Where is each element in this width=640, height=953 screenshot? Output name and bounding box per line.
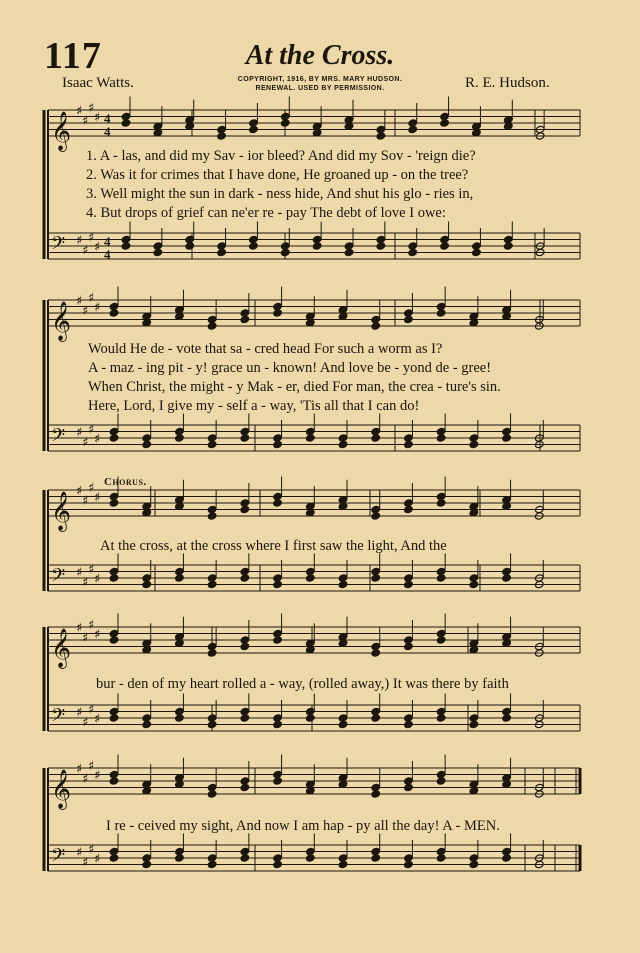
quarter-note [371, 714, 381, 722]
hymn-number: 117 [44, 35, 102, 77]
quarter-note [109, 574, 119, 582]
verse-lyric-line: Would He de - vote that sa - cred head For such a worm as I? [88, 341, 443, 357]
sharp-icon: ♯ [94, 572, 101, 587]
quarter-note [207, 649, 217, 657]
sharp-icon: ♯ [76, 233, 83, 249]
quarter-note [306, 854, 316, 862]
quarter-note [142, 860, 152, 868]
quarter-note [338, 860, 348, 868]
quarter-note [404, 783, 414, 791]
quarter-note [207, 720, 217, 728]
sharp-icon: ♯ [82, 493, 89, 509]
quarter-note [109, 854, 119, 862]
treble-clef-icon: 𝄞 [51, 111, 72, 151]
treble-clef-icon: 𝄞 [51, 301, 72, 341]
quarter-note [240, 714, 250, 722]
quarter-note [109, 777, 119, 785]
bass-clef-icon: 𝄢 [51, 845, 66, 871]
verse-lyric-line: A - maz - ing pit - y! grace un - known! And love be - yond de - gree! [88, 360, 492, 376]
quarter-note [249, 242, 259, 250]
sharp-icon: ♯ [76, 425, 83, 441]
verse-lyric-line: 3. Well might the sun in dark - ness hide, And shut his glo - ries in, [86, 186, 474, 202]
sharp-icon: ♯ [88, 290, 95, 306]
quarter-note [273, 309, 283, 317]
sharp-icon: ♯ [76, 484, 83, 499]
sharp-icon: ♯ [76, 565, 83, 581]
quarter-note [109, 499, 119, 507]
quarter-note [207, 440, 217, 448]
sharp-icon: ♯ [76, 104, 83, 119]
quarter-note [240, 315, 250, 323]
quarter-note [273, 440, 283, 448]
quarter-note [109, 309, 119, 317]
quarter-note [376, 132, 386, 140]
quarter-note [504, 242, 514, 250]
quarter-note [338, 580, 348, 588]
quarter-note [436, 636, 446, 644]
sharp-icon: ♯ [94, 240, 101, 255]
chorus-lyric-line: I re - ceived my sight, And now I am hap - py all the day! A - MEN. [106, 818, 500, 834]
quarter-note [273, 860, 283, 868]
quarter-note [142, 440, 152, 448]
sharp-icon: ♯ [76, 762, 83, 777]
time-signature: 4 [104, 247, 111, 262]
quarter-note [436, 434, 446, 442]
bass-clef-icon: 𝄢 [51, 425, 66, 451]
chorus-lyric-line: bur - den of my heart rolled a - way, (rolled away,) It was there by faith [96, 676, 509, 692]
quarter-note [404, 440, 414, 448]
quarter-note [404, 505, 414, 513]
quarter-note [440, 119, 450, 127]
sharp-icon: ♯ [82, 630, 89, 646]
quarter-note [273, 499, 283, 507]
sharp-icon: ♯ [94, 712, 101, 727]
quarter-note [217, 248, 227, 256]
quarter-note [338, 720, 348, 728]
quarter-note [371, 574, 381, 582]
quarter-note [273, 777, 283, 785]
sharp-icon: ♯ [76, 294, 83, 309]
sharp-icon: ♯ [88, 100, 95, 116]
quarter-note [240, 434, 250, 442]
quarter-note [273, 720, 283, 728]
quarter-note [142, 580, 152, 588]
quarter-note [240, 505, 250, 513]
time-signature: 4 [104, 124, 111, 139]
sharp-icon: ♯ [94, 300, 101, 316]
quarter-note [404, 642, 414, 650]
quarter-note [207, 322, 217, 330]
quarter-note [306, 434, 316, 442]
quarter-note [306, 714, 316, 722]
bass-clef-icon: 𝄢 [51, 705, 66, 731]
quarter-note [469, 440, 479, 448]
sharp-icon: ♯ [94, 432, 101, 447]
quarter-note [207, 790, 217, 798]
time-signature: 4 [104, 234, 111, 249]
quarter-note [207, 580, 217, 588]
quarter-note [207, 860, 217, 868]
quarter-note [109, 636, 119, 644]
quarter-note [281, 248, 291, 256]
sharp-icon: ♯ [88, 230, 95, 246]
quarter-note [273, 636, 283, 644]
chorus-label: Chorus. [104, 476, 147, 488]
quarter-note [502, 714, 512, 722]
sharp-icon: ♯ [82, 855, 89, 871]
sharp-icon: ♯ [76, 705, 83, 721]
sharp-icon: ♯ [82, 435, 89, 451]
sharp-icon: ♯ [94, 768, 101, 784]
composer-credit: R. E. Hudson. [465, 75, 550, 91]
sharp-icon: ♯ [82, 715, 89, 731]
quarter-note [175, 854, 185, 862]
quarter-note [376, 242, 386, 250]
quarter-note [371, 434, 381, 442]
copyright-line: RENEWAL. USED BY PERMISSION. [255, 85, 385, 92]
quarter-note [371, 854, 381, 862]
quarter-note [175, 714, 185, 722]
quarter-note [142, 720, 152, 728]
quarter-note [240, 642, 250, 650]
quarter-note [371, 512, 381, 520]
quarter-note [436, 574, 446, 582]
sharp-icon: ♯ [76, 845, 83, 861]
bass-clef-icon: 𝄢 [51, 233, 66, 259]
verse-lyric-line: 4. But drops of grief can ne'er re - pay The debt of love I owe: [86, 205, 446, 221]
quarter-note [371, 649, 381, 657]
sharp-icon: ♯ [88, 842, 95, 858]
quarter-note [240, 574, 250, 582]
bass-clef-icon: 𝄢 [51, 565, 66, 591]
author-credit: Isaac Watts. [62, 75, 134, 91]
sharp-icon: ♯ [88, 617, 95, 633]
sharp-icon: ♯ [88, 702, 95, 718]
hymn-title: At the Cross. [245, 40, 395, 71]
quarter-note [469, 860, 479, 868]
quarter-note [121, 242, 131, 250]
sharp-icon: ♯ [82, 303, 89, 319]
quarter-note [371, 322, 381, 330]
quarter-note [502, 574, 512, 582]
verse-lyric-line: 2. Was it for crimes that I have done, He groaned up - on the tree? [86, 167, 469, 183]
sharp-icon: ♯ [88, 758, 95, 774]
quarter-note [408, 248, 418, 256]
treble-clef-icon: 𝄞 [51, 769, 72, 809]
sharp-icon: ♯ [82, 243, 89, 259]
quarter-note [469, 720, 479, 728]
quarter-note [371, 790, 381, 798]
quarter-note [217, 132, 227, 140]
quarter-note [436, 777, 446, 785]
quarter-note [153, 248, 163, 256]
quarter-note [273, 580, 283, 588]
quarter-note [207, 512, 217, 520]
sharp-icon: ♯ [82, 113, 89, 129]
sharp-icon: ♯ [88, 422, 95, 438]
sharp-icon: ♯ [88, 480, 95, 496]
quarter-note [306, 574, 316, 582]
quarter-note [175, 574, 185, 582]
quarter-note [408, 125, 418, 133]
sharp-icon: ♯ [94, 852, 101, 867]
quarter-note [240, 854, 250, 862]
sharp-icon: ♯ [94, 110, 101, 126]
quarter-note [240, 783, 250, 791]
quarter-note [472, 248, 482, 256]
sharp-icon: ♯ [82, 771, 89, 787]
sharp-icon: ♯ [76, 621, 83, 636]
quarter-note [312, 242, 322, 250]
chorus-lyric-line: At the cross, at the cross where I first saw the light, And the [100, 538, 447, 554]
quarter-note [440, 242, 450, 250]
quarter-note [344, 248, 354, 256]
quarter-note [436, 499, 446, 507]
verse-lyric-line: When Christ, the might - y Mak - er, died For man, the crea - ture's sin. [88, 379, 501, 395]
quarter-note [281, 119, 291, 127]
quarter-note [249, 125, 259, 133]
quarter-note [404, 315, 414, 323]
time-signature: 4 [104, 111, 111, 126]
verse-lyric-line: 1. A - las, and did my Sav - ior bleed? And did my Sov - 'reign die? [86, 148, 476, 164]
sharp-icon: ♯ [82, 575, 89, 591]
quarter-note [109, 434, 119, 442]
quarter-note [502, 434, 512, 442]
quarter-note [175, 434, 185, 442]
sharp-icon: ♯ [88, 562, 95, 578]
quarter-note [185, 242, 195, 250]
quarter-note [469, 580, 479, 588]
quarter-note [404, 860, 414, 868]
quarter-note [338, 440, 348, 448]
treble-clef-icon: 𝄞 [51, 628, 72, 668]
quarter-note [502, 854, 512, 862]
quarter-note [109, 714, 119, 722]
treble-clef-icon: 𝄞 [51, 491, 72, 531]
quarter-note [404, 720, 414, 728]
quarter-note [404, 580, 414, 588]
quarter-note [436, 714, 446, 722]
copyright-line: COPYRIGHT, 1916, BY MRS. MARY HUDSON. [237, 76, 403, 83]
quarter-note [436, 309, 446, 317]
quarter-note [121, 119, 131, 127]
quarter-note [436, 854, 446, 862]
sharp-icon: ♯ [94, 627, 101, 643]
sharp-icon: ♯ [94, 490, 101, 506]
verse-lyric-line: Here, Lord, I give my - self a - way, 'Tis all that I can do! [88, 398, 420, 414]
